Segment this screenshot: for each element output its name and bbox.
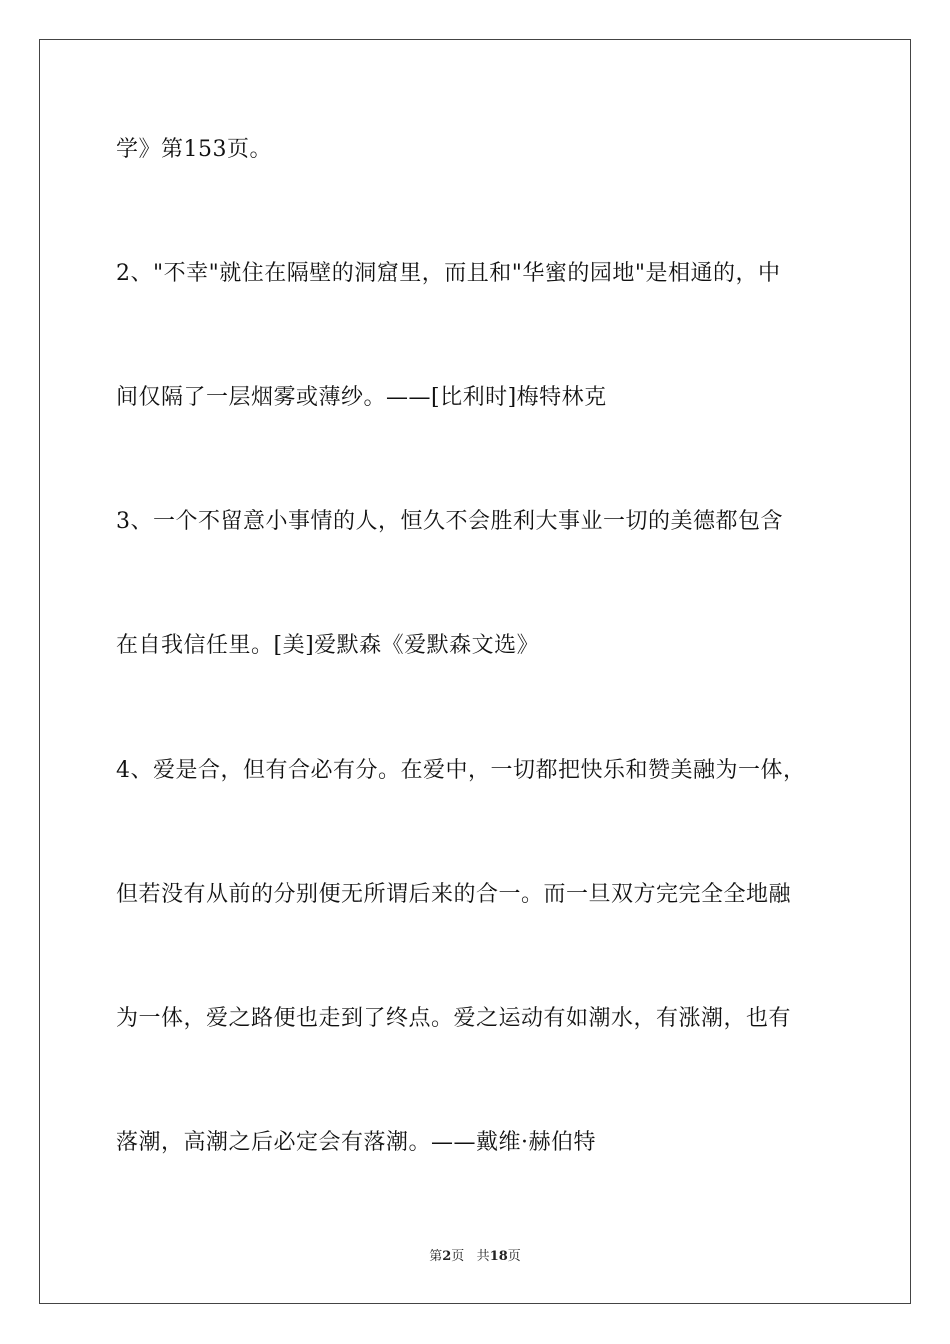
text-line: 4、爱是合，但有合必有分。在爱中，一切都把快乐和赞美融为一体， — [116, 758, 806, 783]
page-suffix: 页 — [451, 1249, 465, 1264]
total-prefix: 共 — [476, 1249, 490, 1264]
page-footer — [0, 1248, 950, 1266]
text-line: 但若没有从前的分别便无所谓后来的合一。而一旦双方完完全全地融 — [116, 882, 792, 907]
text-line: 落潮，高潮之后必定会有落潮。——戴维·赫伯特 — [116, 1130, 596, 1155]
text-line: 间仅隔了一层烟雾或薄纱。——[比利时]梅特林克 — [116, 385, 607, 410]
total-suffix: 页 — [507, 1249, 521, 1264]
page-border — [39, 39, 911, 1304]
text-line: 2、"不幸"就住在隔壁的洞窟里，而且和"华蜜的园地"是相通的，中 — [116, 261, 781, 286]
text-line: 3、一个不留意小事情的人，恒久不会胜利大事业一切的美德都包含 — [116, 509, 783, 534]
page-number: 2 — [442, 1249, 452, 1264]
text-line: 学》第153页。 — [116, 137, 272, 162]
text-line: 在自我信任里。[美]爱默森《爱默森文选》 — [116, 633, 540, 658]
page-prefix: 第 — [429, 1249, 443, 1264]
total-pages: 18 — [489, 1249, 508, 1264]
text-line: 为一体，爱之路便也走到了终点。爱之运动有如潮水，有涨潮，也有 — [116, 1006, 792, 1031]
